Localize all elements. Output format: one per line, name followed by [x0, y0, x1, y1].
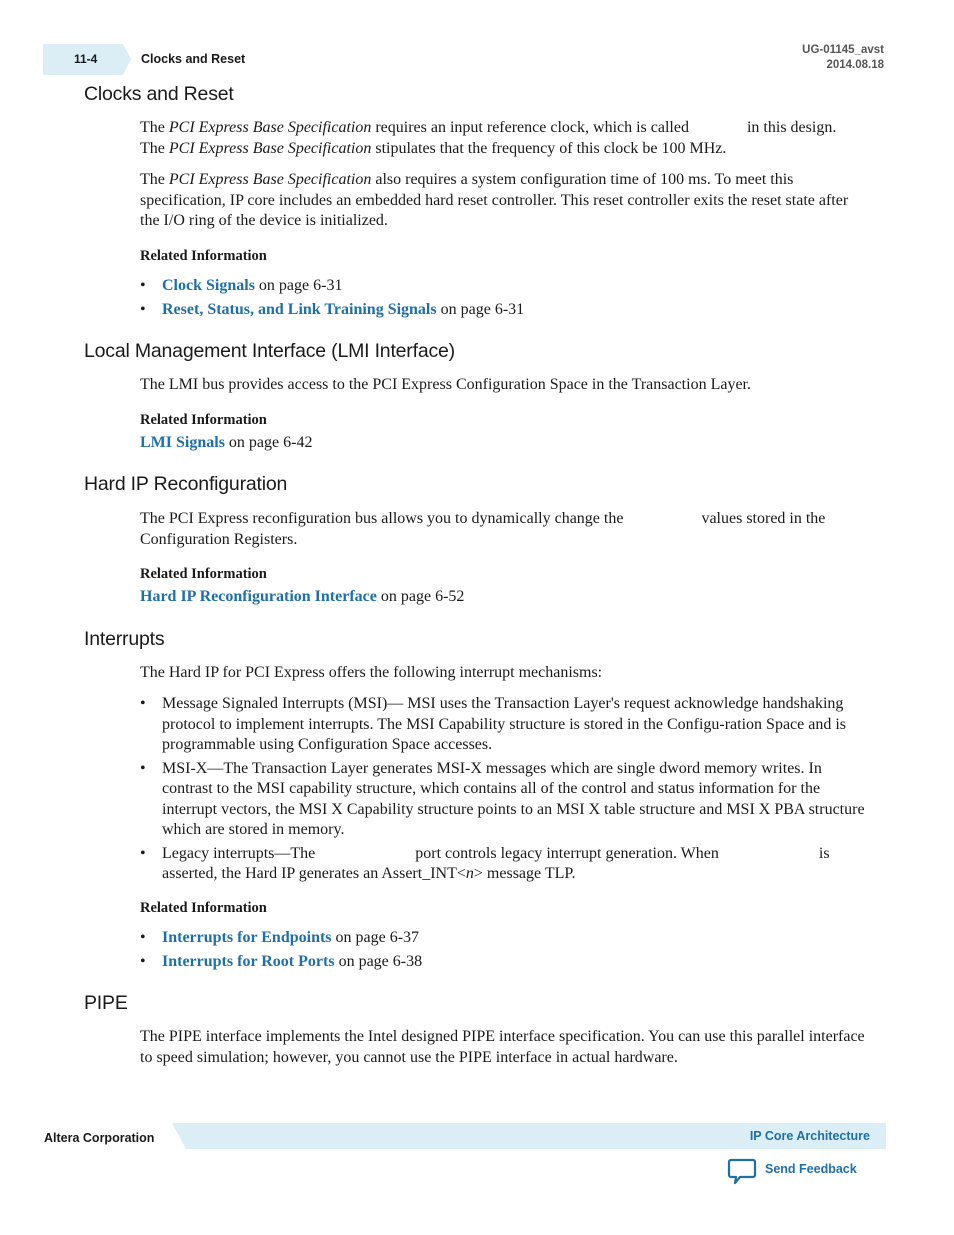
interrupts-intro: The Hard IP for PCI Express offers the following interrupt mechanisms: [140, 664, 603, 681]
list-item: • Interrupts for Root Ports on page 6-38 [140, 952, 870, 973]
section-heading-hip-reconfig: Hard IP Reconfiguration [84, 473, 288, 495]
page-number: 11-4 [74, 52, 98, 66]
footer-chapter-link[interactable]: IP Core Architecture [749, 1129, 870, 1143]
pipe-paragraph: The PIPE interface implements the Intel designed PIPE interface specification. You can use this parallel interface to speed simulation; however, you cannot use the PIPE interface in actual hardware. [140, 1028, 865, 1066]
link-hip-reconfig-interface[interactable]: Hard IP Reconfiguration Interface [140, 588, 377, 605]
header-section-title: Clocks and Reset [141, 52, 246, 66]
list-item: • Reset, Status, and Link Training Signals on page 6-31 [140, 300, 870, 321]
doc-date: 2014.08.18 [826, 59, 884, 71]
hip-related-link-line: Hard IP Reconfiguration Interface on page 6-52 [140, 588, 465, 605]
related-links-interrupts [140, 928, 870, 975]
section-heading-lmi: Local Management Interface (LMI Interface) [84, 340, 455, 362]
footer-company: Altera Corporation [44, 1131, 155, 1145]
link-reset-status-signals[interactable]: Reset, Status, and Link Training Signals [162, 300, 437, 318]
related-info-label: Related Information [140, 566, 267, 582]
related-links-clocks [140, 276, 870, 323]
link-interrupts-root-ports[interactable]: Interrupts for Root Ports [162, 952, 335, 970]
lmi-related-link-line: LMI Signals on page 6-42 [140, 434, 313, 451]
list-item: • Message Signaled Interrupts (MSI)— MSI uses the Transaction Layer's request acknowledge handshaking protocol to implement interrupts. The MSI Capability structure is stored in the Configu-ration Space and is programmable using Configuration Space accesses. [140, 694, 870, 756]
link-interrupts-endpoints[interactable]: Interrupts for Endpoints [162, 929, 332, 946]
clocks-paragraph-2: The PCI Express Base Specification also requires a system configuration time of 100 ms. To meet this specification, IP core includes an embedded hard reset controller. This reset controller exits the reset state after the I/O ring of the device is initialized. [140, 171, 849, 229]
section-heading-pipe: PIPE [84, 992, 128, 1014]
doc-id: UG-01145_avst [802, 44, 884, 56]
list-item: • Clock Signals on page 6-31 [140, 276, 870, 297]
speech-bubble-icon[interactable] [727, 1158, 757, 1186]
link-clock-signals[interactable]: Clock Signals [162, 277, 255, 294]
related-info-label: Related Information [140, 412, 267, 428]
list-item: • Interrupts for Endpoints on page 6-37 [140, 928, 870, 949]
list-item: • Legacy interrupts—The port controls legacy interrupt generation. When is asserted, the Hard IP generates an Assert_INT<n> message TLP. [140, 844, 870, 885]
interrupt-mechanisms-list [140, 694, 870, 888]
section-heading-interrupts: Interrupts [84, 628, 165, 650]
list-item: • MSI-X—The Transaction Layer generates MSI-X messages which are single dword memory writes. In contrast to the MSI capability structure, which contains all of the control and status information for the interrupt vectors, the MSI X Capability structure points to an MSI X table structure and MSI X PBA structure which are stored in memory. [140, 759, 870, 841]
link-lmi-signals[interactable]: LMI Signals [140, 434, 225, 451]
lmi-paragraph: The LMI bus provides access to the PCI Express Configuration Space in the Transaction Layer. [140, 376, 751, 393]
related-info-label: Related Information [140, 248, 267, 264]
hip-paragraph: The PCI Express reconfiguration bus allows you to dynamically change the values stored in the Configuration Registers. [140, 510, 826, 548]
related-info-label: Related Information [140, 900, 267, 916]
section-heading-clocks: Clocks and Reset [84, 83, 234, 105]
send-feedback-link[interactable]: Send Feedback [765, 1162, 857, 1176]
clocks-paragraph-1: The PCI Express Base Specification requires an input reference clock, which is called in this design. The PCI Express Base Specification stipulates that the frequency of this clock be 100 MHz. [140, 119, 837, 157]
doc-identifier [802, 43, 884, 73]
